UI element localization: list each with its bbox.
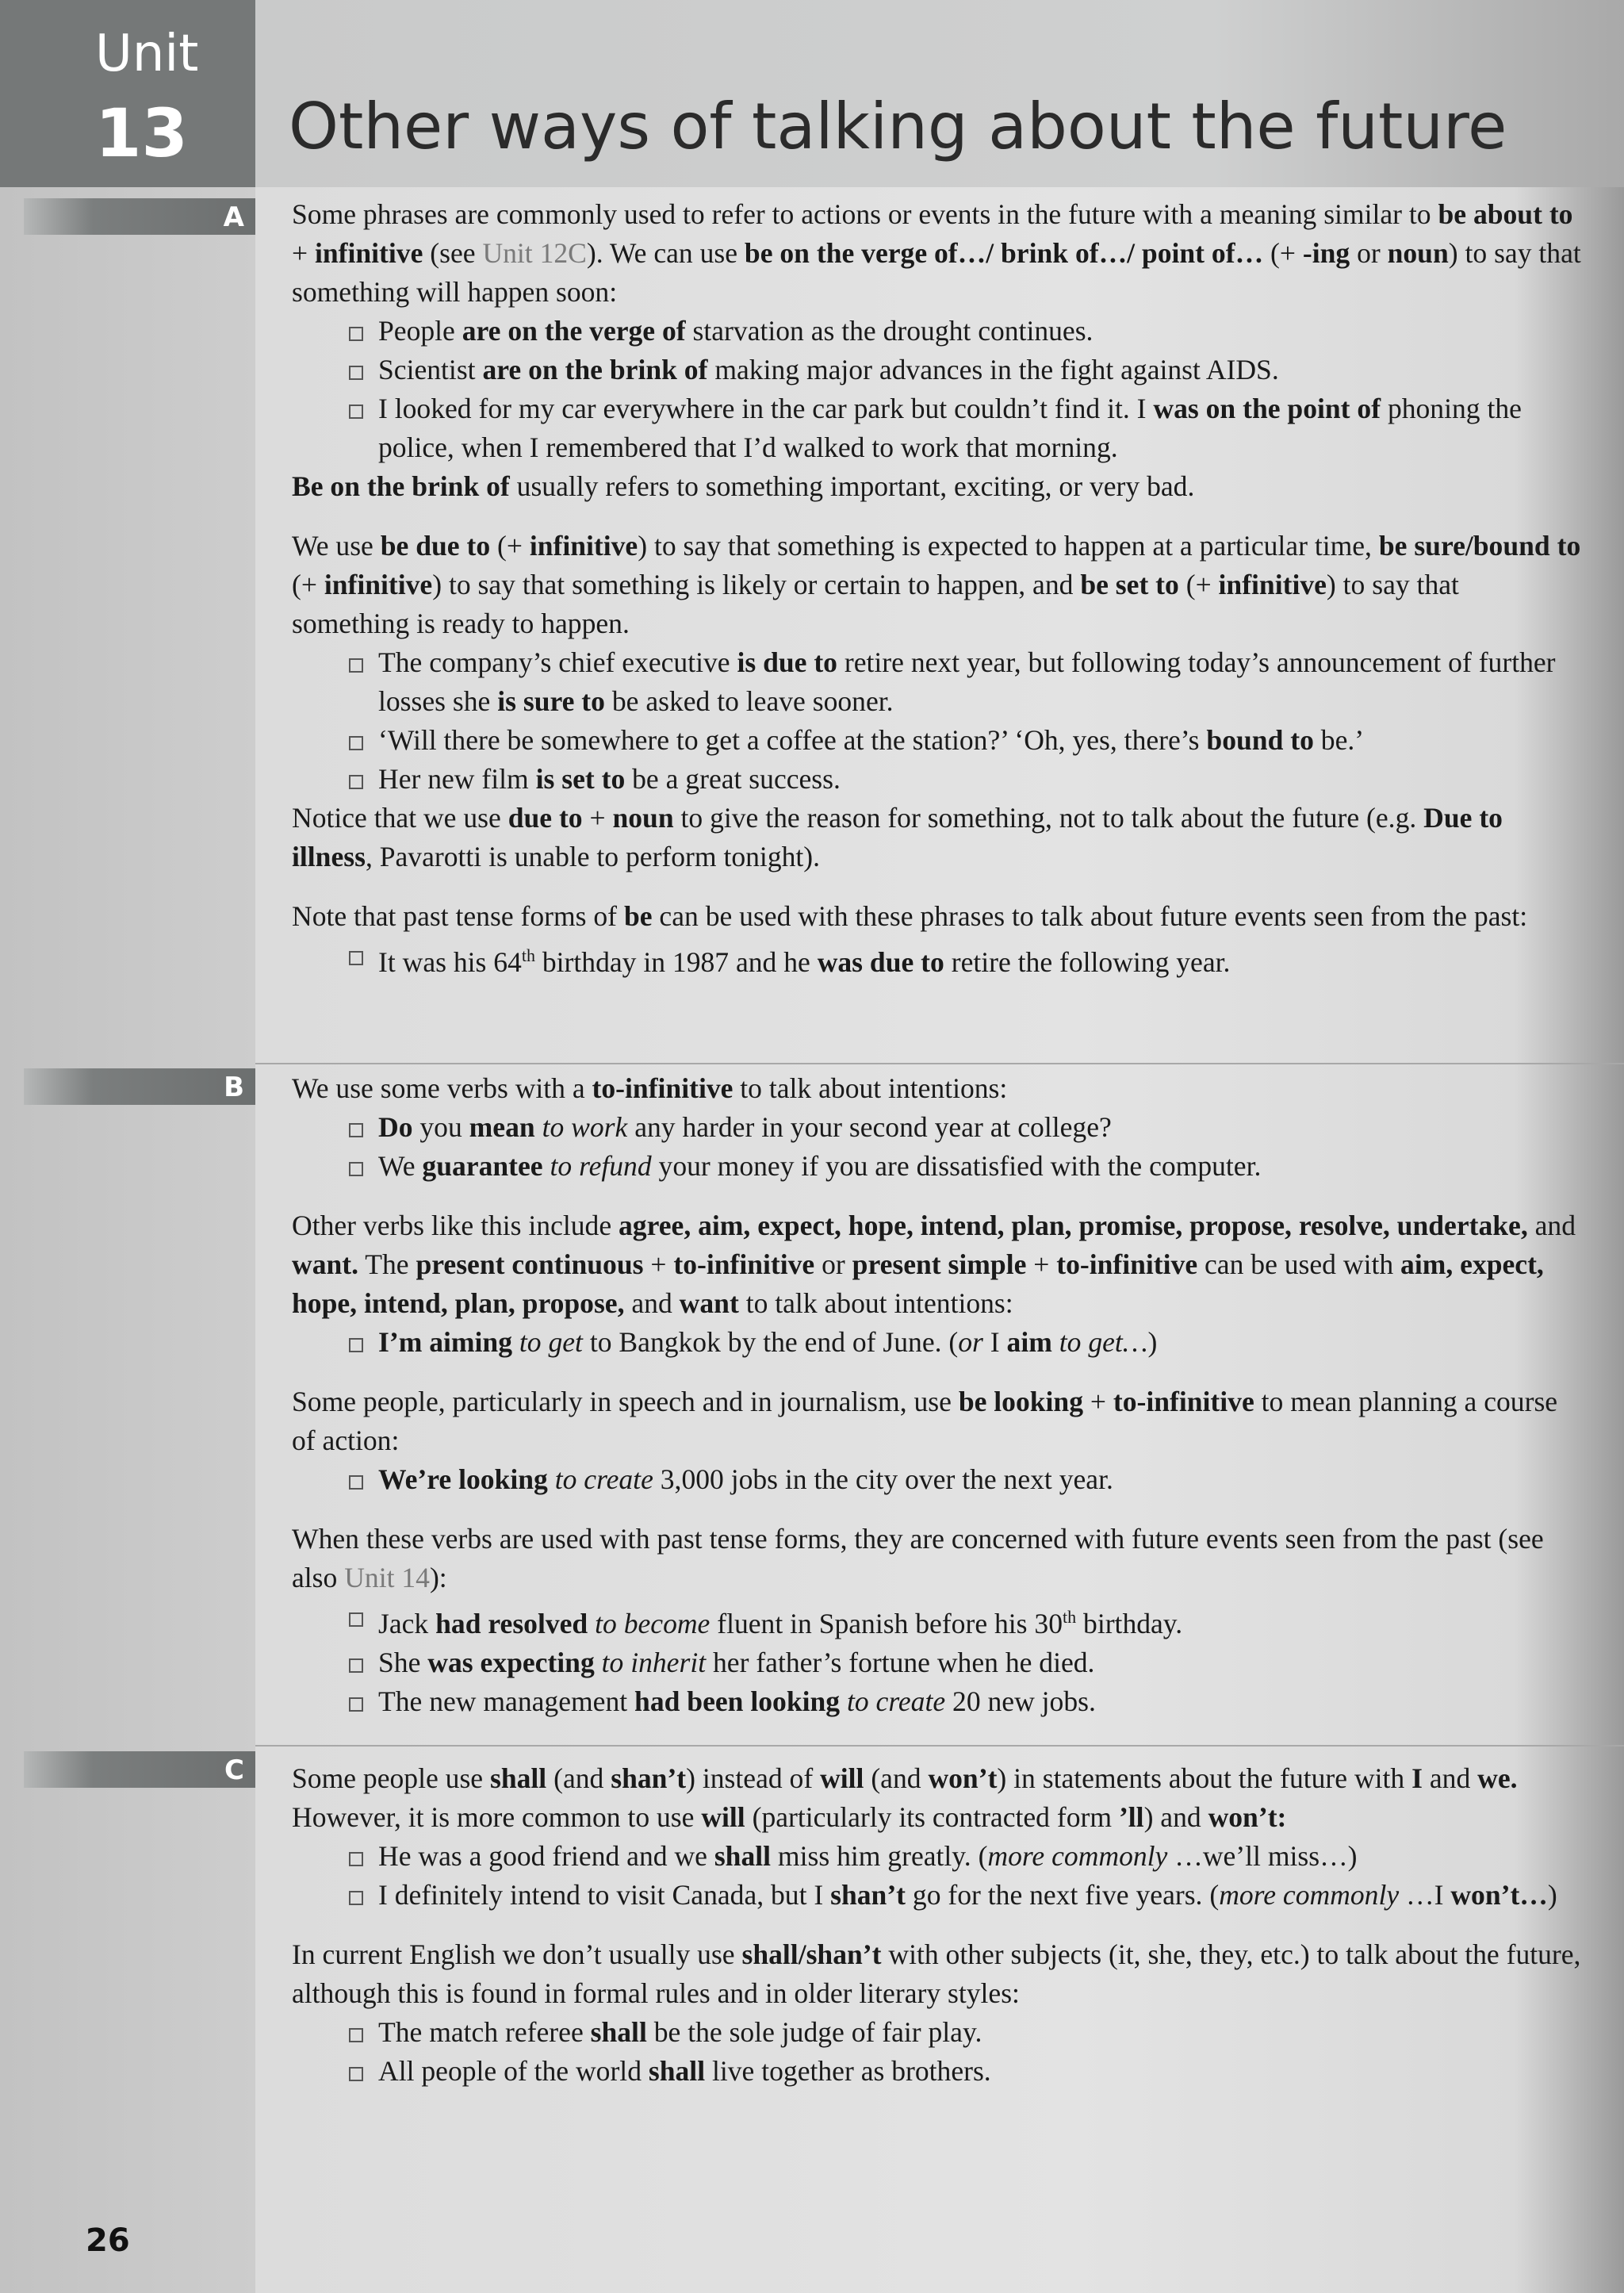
example: The match referee shall be the sole judge of fair play. (292, 2013, 1581, 2052)
example: Scientist are on the brink of making major advances in the fight against AIDS. (292, 351, 1581, 389)
section-a (292, 195, 1581, 982)
example: We guarantee to refund your money if you are dissatisfied with the computer. (292, 1147, 1581, 1186)
paragraph: Some phrases are commonly used to refer to actions or events in the future with a meaning similar to be about to + infinitive (see Unit 12C). We can use be on the verge of…/ brink of…/ point of… (+ -ing or noun) to say that something will happen soon: (292, 198, 1581, 308)
example: Her new film is set to be a great success. (292, 760, 1581, 799)
example: I’m aiming to get to Bangkok by the end of June. (or I aim to get…) (292, 1323, 1581, 1362)
section-c-letter: C (224, 1754, 244, 1786)
section-divider (255, 1063, 1624, 1064)
section-c-bar (24, 1751, 255, 1788)
example: He was a good friend and we shall miss him greatly. (more commonly …we’ll miss…) (292, 1837, 1581, 1876)
sidebar (0, 0, 255, 2293)
section-a-bar (24, 198, 255, 235)
example: I definitely intend to visit Canada, but I shan’t go for the next five years. (more commonly …I won’t…) (292, 1876, 1581, 1915)
page-title: Other ways of talking about the future (289, 90, 1507, 163)
example: All people of the world shall live together as brothers. (292, 2052, 1581, 2091)
example: Jack had resolved to become fluent in Spanish before his 30th birthday. (292, 1597, 1581, 1643)
unit-number: 13 (95, 94, 188, 172)
section-divider (255, 1745, 1624, 1747)
example: It was his 64th birthday in 1987 and he was due to retire the following year. (292, 936, 1581, 982)
paragraph: Some people, particularly in speech and in journalism, use be looking + to-infinitive to mean planning a course of action: (292, 1386, 1558, 1456)
unit-badge (0, 0, 255, 187)
paragraph: Some people use shall (and shan’t) instead of will (and won’t) in statements about the future with I and we. However, it is more common to use will (particularly its contracted form ’ll) and won’t: (292, 1762, 1518, 1833)
paragraph: In current English we don’t usually use shall/shan’t with other subjects (it, she, they, etc.) to talk about the future, although this is found in formal rules and in older literary styles: (292, 1938, 1581, 2009)
section-b (292, 1069, 1581, 1721)
unit-reference: Unit 14 (344, 1562, 430, 1593)
paragraph: Note that past tense forms of be can be used with these phrases to talk about future events seen from the past: (292, 900, 1528, 932)
example: The company’s chief executive is due to retire next year, but following today’s announcement of further losses she is sure to be asked to leave sooner. (292, 643, 1581, 721)
page-number: 26 (86, 2222, 130, 2259)
section-c (292, 1759, 1581, 2091)
example: ‘Will there be somewhere to get a coffee at the station?’ ‘Oh, yes, there’s bound to be.’ (292, 721, 1581, 760)
paragraph: We use be due to (+ infinitive) to say that something is expected to happen at a particular time, be sure/bound to (+ infinitive) to say that something is likely or certain to happen, and be set to (+ infinitive) to say that something is ready to happen. (292, 530, 1581, 639)
example: I looked for my car everywhere in the car park but couldn’t find it. I was on the point of phoning the police, when I remembered that I’d walked to work that morning. (292, 389, 1581, 467)
paragraph: Other verbs like this include agree, aim, expect, hope, intend, plan, promise, propose, resolve, undertake, and want. The present continuous + to-infinitive or present simple + to-infinitive can be used with aim, expect, hope, intend, plan, propose, and want to talk about intentions: (292, 1210, 1576, 1319)
section-a-letter: A (223, 201, 244, 233)
example: We’re looking to create 3,000 jobs in the city over the next year. (292, 1460, 1581, 1499)
example: Do you mean to work any harder in your second year at college? (292, 1108, 1581, 1147)
paragraph: We use some verbs with a to-infinitive to talk about intentions: (292, 1072, 1008, 1104)
paragraph: Be on the brink of usually refers to something important, exciting, or very bad. (292, 470, 1195, 502)
example: The new management had been looking to create 20 new jobs. (292, 1682, 1581, 1721)
example: She was expecting to inherit her father’s fortune when he died. (292, 1643, 1581, 1682)
unit-reference: Unit 12C (482, 237, 587, 269)
section-b-letter: B (224, 1072, 244, 1103)
unit-label: Unit (95, 25, 199, 83)
example: People are on the verge of starvation as the drought continues. (292, 312, 1581, 351)
section-b-bar (24, 1068, 255, 1105)
paragraph: Notice that we use due to + noun to give the reason for something, not to talk about the future (e.g. Due to illness, Pavarotti is unable to perform tonight). (292, 802, 1503, 872)
paragraph: When these verbs are used with past tense forms, they are concerned with future events seen from the past (see also Unit 14): (292, 1523, 1544, 1593)
